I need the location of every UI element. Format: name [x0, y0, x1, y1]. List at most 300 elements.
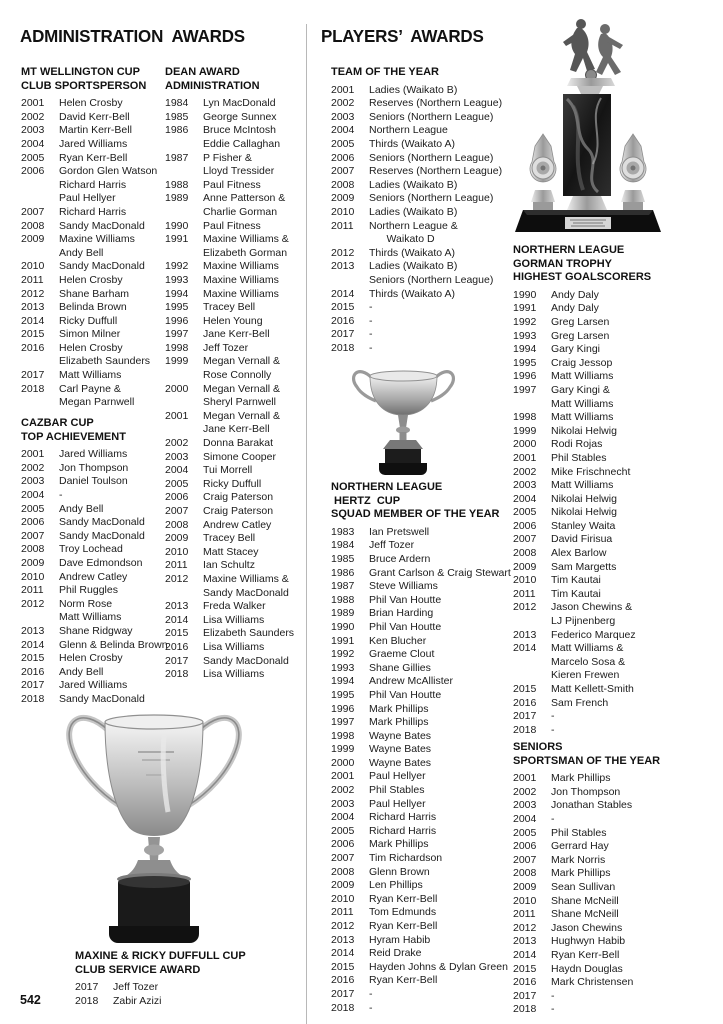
award-team-of-the-year	[331, 66, 517, 355]
entry-year: 2010	[331, 205, 355, 218]
entry-winner: Belinda Brown	[59, 301, 127, 314]
award-entry-line	[331, 165, 517, 179]
hertz-cup-photo	[346, 356, 461, 478]
entry-year: 2006	[21, 516, 45, 529]
entry-winner: Seniors (Northern League)	[369, 273, 494, 286]
award-cazbar-cup	[21, 417, 166, 706]
award-entry-line	[513, 343, 718, 357]
award-entry-line	[513, 425, 718, 439]
entry-year: 2004	[513, 812, 537, 825]
entry-winner: Zabir Azizi	[113, 994, 162, 1007]
entry-winner: Seniors (Northern League)	[369, 192, 494, 205]
entry-winner: Matt Williams	[551, 479, 614, 492]
entry-year: 2015	[331, 960, 355, 973]
award-entry-line	[513, 813, 718, 827]
entry-year: 2002	[331, 97, 355, 110]
entry-winner: Matt Williams &	[551, 642, 624, 655]
entry-winner: Lyn MacDonald	[203, 97, 276, 110]
entry-winner: Maxine Williams	[203, 260, 279, 273]
entry-year: 2008	[331, 865, 355, 878]
entry-winner: Alex Barlow	[551, 547, 607, 560]
entry-winner: Hughwyn Habib	[551, 935, 626, 948]
entry-year: 2009	[513, 880, 537, 893]
award-entry-line	[21, 448, 166, 462]
entry-year: 2003	[165, 450, 189, 463]
entry-winner: -	[369, 1001, 373, 1014]
award-entry-line	[513, 479, 718, 493]
award-entry-line	[331, 852, 517, 866]
entry-year: 2004	[331, 124, 355, 137]
entry-year: 2007	[21, 205, 45, 218]
entry-winner: Paul Hellyer	[369, 770, 426, 783]
entry-winner: Maxine Williams	[203, 287, 279, 300]
award-entry-line	[331, 539, 517, 553]
entry-year: 2014	[513, 642, 537, 655]
award-entry-line	[165, 124, 323, 138]
award-entry-line	[165, 451, 323, 465]
entry-year: 2003	[331, 110, 355, 123]
award-entry-line	[165, 614, 323, 628]
entry-year: 2016	[21, 341, 45, 354]
entry-year: 2018	[75, 994, 99, 1007]
entry-year: 1988	[165, 178, 189, 191]
award-entry-line	[165, 587, 323, 601]
entry-winner: Nikolai Helwig	[551, 424, 617, 437]
award-entry-line	[331, 906, 517, 920]
entry-winner: Ian Schultz	[203, 559, 255, 572]
award-entry-line	[513, 976, 718, 990]
award-title: MAXINE & RICKY DUFFULL CUP CLUB SERVICE AWARD	[75, 950, 246, 976]
entry-winner: Freda Walker	[203, 600, 266, 613]
entry-year: 2005	[513, 826, 537, 839]
award-entry-line	[165, 559, 323, 573]
entry-winner: Matt Williams	[59, 369, 122, 382]
entry-year	[513, 398, 551, 412]
entry-year: 2018	[21, 692, 45, 705]
award-entry-line	[21, 301, 166, 315]
award-entry-line	[165, 532, 323, 546]
entry-winner: Ian Pretswell	[369, 525, 430, 538]
entry-winner: Mike Frischnecht	[551, 465, 631, 478]
entry-winner: Mark Phillips	[369, 702, 429, 715]
award-entry-line	[165, 328, 323, 342]
entry-winner: P Fisher &	[203, 151, 252, 164]
award-entry-line	[21, 652, 166, 666]
award-entry-line	[513, 827, 718, 841]
award-entry-line	[21, 383, 166, 397]
entry-winner: Glenn Brown	[369, 865, 430, 878]
award-entry-line	[165, 355, 323, 369]
entry-winner: Greg Larsen	[551, 315, 610, 328]
award-entry-line	[513, 533, 718, 547]
award-entry-line	[21, 557, 166, 571]
award-entry-line	[21, 233, 166, 247]
entry-year: 2011	[21, 584, 44, 597]
award-entry-line	[331, 152, 517, 166]
award-entry-line	[331, 716, 517, 730]
entry-year: 2000	[331, 756, 355, 769]
award-entry-line	[165, 342, 323, 356]
award-entry-line	[331, 798, 517, 812]
entry-year: 2002	[331, 784, 355, 797]
entry-year: 2003	[331, 797, 355, 810]
entry-year: 2007	[513, 853, 537, 866]
entry-year: 2006	[331, 838, 355, 851]
entry-winner: Mark Phillips	[369, 838, 429, 851]
entry-winner: Matt Williams	[551, 411, 614, 424]
entry-year: 1999	[513, 424, 537, 437]
entry-year: 2009	[331, 879, 355, 892]
entry-winner: Sandy MacDonald	[59, 529, 145, 542]
award-entry-line	[21, 584, 166, 598]
entry-winner: Eddie Callaghan	[203, 137, 281, 150]
award-entry-line	[165, 505, 323, 519]
award-entry-line	[513, 881, 718, 895]
entry-year: 2004	[165, 464, 189, 477]
entry-year: 2004	[513, 492, 537, 505]
award-entry-line	[513, 316, 718, 330]
entry-winner: Jonathan Stables	[551, 799, 633, 812]
entry-winner: -	[369, 328, 373, 341]
entry-year: 1986	[165, 124, 189, 137]
award-entry-line	[331, 1002, 517, 1016]
entry-year	[165, 369, 203, 383]
entry-year: 2006	[331, 151, 355, 164]
award-entry-line	[331, 784, 517, 798]
award-entry-line	[331, 743, 517, 757]
entry-year: 2002	[21, 461, 45, 474]
entry-winner: -	[551, 710, 555, 723]
award-entry-line	[21, 165, 166, 179]
soccer-players-trophy-graphic	[513, 14, 663, 236]
entry-winner: David Kerr-Bell	[59, 110, 130, 123]
award-entry-line	[331, 974, 517, 988]
award-dean-award	[165, 66, 323, 682]
award-entry-line	[21, 571, 166, 585]
entry-winner: Hayden Johns & Dylan Green	[369, 960, 508, 973]
award-entry-line	[165, 519, 323, 533]
entry-winner: Shane Ridgway	[59, 624, 133, 637]
entry-year: 2016	[513, 976, 537, 989]
entry-winner: Len Phillips	[369, 879, 423, 892]
award-entry-line	[331, 757, 517, 771]
entry-year: 2017	[513, 989, 537, 1002]
entry-year: 2018	[331, 341, 355, 354]
entry-winner: -	[369, 301, 373, 314]
entry-year: 2015	[21, 328, 45, 341]
entry-year: 2008	[21, 543, 45, 556]
entry-year: 2001	[165, 409, 189, 422]
entry-year: 2009	[21, 556, 45, 569]
award-entry-line	[331, 689, 517, 703]
award-entry-line	[513, 398, 718, 412]
award-entry-line	[513, 683, 718, 697]
award-entry-line	[165, 260, 323, 274]
entry-year: 2000	[165, 382, 189, 395]
entry-year: 1994	[513, 343, 537, 356]
entry-winner: Ricky Duffull	[203, 477, 262, 490]
entry-year: 2018	[513, 723, 537, 736]
award-entry-line	[21, 288, 166, 302]
entry-year: 1995	[513, 356, 537, 369]
entry-winner: Dave Edmondson	[59, 556, 143, 569]
award-entry-line	[331, 138, 517, 152]
entry-year: 2011	[513, 587, 536, 600]
award-entry-line	[513, 724, 718, 738]
entry-winner: Jon Thompson	[59, 461, 129, 474]
award-entry-line	[513, 786, 718, 800]
entry-year: 1994	[165, 287, 189, 300]
award-entry-line	[331, 961, 517, 975]
hertz-cup-graphic	[346, 356, 461, 478]
entry-year: 1995	[165, 301, 189, 314]
award-entry-line	[165, 383, 323, 397]
award-entry-line	[331, 288, 517, 302]
award-entry-line	[513, 466, 718, 480]
award-entry-line	[21, 315, 166, 329]
entry-winner: Thirds (Waikato A)	[369, 137, 455, 150]
award-entry-line	[513, 854, 718, 868]
award-entry-line	[21, 475, 166, 489]
entry-year: 1993	[513, 329, 537, 342]
entry-winner: Tim Richardson	[369, 852, 443, 865]
entry-year: 1998	[331, 729, 355, 742]
entry-year: 2014	[513, 948, 537, 961]
entry-winner: Stanley Waita	[551, 519, 616, 532]
entry-winner: -	[369, 314, 373, 327]
award-entry-line	[331, 274, 517, 288]
entry-winner: Jeff Tozer	[369, 539, 415, 552]
entry-year	[21, 247, 59, 261]
entry-winner: Sandy MacDonald	[203, 586, 289, 599]
award-entry-line	[513, 438, 718, 452]
award-entry-line	[513, 629, 718, 643]
entry-year: 2018	[21, 382, 45, 395]
entry-winner: -	[59, 488, 63, 501]
entry-year	[165, 165, 203, 179]
entry-year: 2010	[165, 545, 189, 558]
entry-year: 2014	[21, 638, 45, 651]
entry-winner: Sandy MacDonald	[59, 219, 145, 232]
entry-winner: Richard Harris	[369, 824, 437, 837]
entry-winner: Andrew McAllister	[369, 675, 454, 688]
award-entry-line	[75, 995, 305, 1009]
entry-year: 1987	[331, 580, 355, 593]
entry-year: 2017	[21, 679, 45, 692]
award-entry-line	[513, 601, 718, 615]
entry-year: 1990	[513, 288, 537, 301]
award-entry-line	[21, 543, 166, 557]
entry-year: 2016	[513, 696, 537, 709]
entry-winner: Shane Barham	[59, 287, 130, 300]
entry-year: 2006	[21, 165, 45, 178]
entry-winner: Sam Margetts	[551, 560, 617, 573]
award-entry-line	[331, 838, 517, 852]
entry-winner: Maxine Williams	[203, 273, 279, 286]
entry-winner: Tim Kautai	[551, 574, 601, 587]
award-entry-line	[513, 867, 718, 881]
award-entry-line	[331, 730, 517, 744]
entry-year	[513, 656, 551, 670]
award-entry-line	[165, 464, 323, 478]
entry-year: 2002	[513, 785, 537, 798]
entry-year: 1997	[331, 716, 355, 729]
entry-year: 1983	[331, 525, 355, 538]
entry-winner: Jason Chewins &	[551, 601, 633, 614]
entry-year: 2007	[331, 852, 355, 865]
entry-winner: Phil Van Houtte	[369, 620, 442, 633]
award-entry-line	[165, 315, 323, 329]
award-entry-line	[21, 462, 166, 476]
award-entry-line	[165, 573, 323, 587]
entry-year: 1999	[165, 355, 189, 368]
award-entry-line	[21, 179, 166, 193]
award-entry-line	[331, 920, 517, 934]
entry-winner: Craig Jessop	[551, 356, 613, 369]
award-entry-line	[331, 124, 517, 138]
award-entry-line	[513, 506, 718, 520]
entry-winner: Northern League &	[369, 219, 458, 232]
award-title: TEAM OF THE YEAR	[331, 66, 439, 78]
entry-year	[513, 615, 551, 629]
entry-winner: Wayne Bates	[369, 729, 432, 742]
award-entry-line	[21, 355, 166, 369]
entry-winner: Maxine Williams &	[203, 233, 289, 246]
entry-winner: Sandy MacDonald	[59, 692, 145, 705]
entry-winner: Mark Norris	[551, 853, 606, 866]
award-entry-line	[513, 411, 718, 425]
entry-winner: Wayne Bates	[369, 756, 432, 769]
entry-year: 2003	[513, 799, 537, 812]
entry-year: 2009	[165, 532, 189, 545]
entry-winner: Maxine Williams	[59, 233, 135, 246]
award-entry-line	[513, 574, 718, 588]
entry-year: 2011	[513, 908, 536, 921]
entry-winner: Tracey Bell	[203, 301, 256, 314]
entry-winner: Northern League	[369, 124, 448, 137]
entry-year: 2008	[513, 547, 537, 560]
entry-winner: Jon Thompson	[551, 785, 621, 798]
entry-year	[165, 247, 203, 261]
entry-winner: Ladies (Waikato B)	[369, 260, 458, 273]
entry-year: 2005	[165, 477, 189, 490]
entry-year: 2008	[165, 518, 189, 531]
entry-year: 2006	[513, 840, 537, 853]
entry-winner: Jared Williams	[59, 137, 128, 150]
entry-winner: Paul Fitness	[203, 178, 261, 191]
entry-winner: Andy Daly	[551, 288, 599, 301]
entry-winner: Daniel Toulson	[59, 475, 128, 488]
entry-winner: Tui Morrell	[203, 464, 253, 477]
entry-year: 2010	[513, 894, 537, 907]
entry-winner: Gary Kingi &	[551, 383, 610, 396]
award-entry-line	[21, 598, 166, 612]
entry-winner: Ryan Kerr-Bell	[59, 151, 128, 164]
award-entry-line	[331, 247, 517, 261]
award-entry-line	[331, 233, 517, 247]
entry-winner: Troy Lochead	[59, 543, 123, 556]
entry-winner: Shane Gillies	[369, 661, 431, 674]
entry-winner: Steve Williams	[369, 580, 438, 593]
award-entry-line	[513, 370, 718, 384]
entry-winner: Norm Rose	[59, 597, 113, 610]
entry-year: 2010	[21, 570, 45, 583]
players-awards-header: PLAYERS’ AWARDS	[321, 26, 484, 46]
entry-year: 2010	[21, 260, 45, 273]
award-entry-line	[165, 179, 323, 193]
entry-winner: Jeff Tozer	[203, 341, 249, 354]
entry-winner: Mark Christensen	[551, 976, 634, 989]
entry-winner: Anne Patterson &	[203, 192, 286, 205]
award-entry-line	[165, 437, 323, 451]
entry-year: 2009	[513, 560, 537, 573]
entry-year: 2016	[21, 665, 45, 678]
entry-winner: Phil Stables	[551, 826, 607, 839]
entry-winner: Bruce Ardern	[369, 552, 431, 565]
award-entry-line	[331, 703, 517, 717]
entry-winner: Grant Carlson & Craig Stewart	[369, 566, 511, 579]
award-entry-line	[513, 357, 718, 371]
entry-winner: Elizabeth Saunders	[59, 355, 151, 368]
award-entry-line	[513, 697, 718, 711]
entry-year	[165, 587, 203, 601]
entry-winner: Glenn & Belinda Brown	[59, 638, 168, 651]
entry-year: 2015	[513, 962, 537, 975]
entry-year: 2011	[165, 559, 188, 572]
entry-year: 2016	[331, 314, 355, 327]
award-entry-line	[513, 561, 718, 575]
award-duffull-cup	[75, 950, 305, 1008]
entry-year: 2012	[513, 921, 537, 934]
entry-year: 1984	[331, 539, 355, 552]
entry-year: 1991	[165, 233, 189, 246]
award-entry-line	[21, 625, 166, 639]
page-number: 542	[20, 993, 41, 1007]
award-entry-line	[165, 192, 323, 206]
award-entry-line	[331, 893, 517, 907]
award-entry-line	[331, 594, 517, 608]
entry-winner: Richard Harris	[59, 178, 127, 191]
entry-winner: Craig Paterson	[203, 505, 274, 517]
entry-winner: Sean Sullivan	[551, 880, 616, 893]
entry-winner: Brian Harding	[369, 607, 434, 620]
entry-year	[165, 396, 203, 410]
entry-year	[21, 355, 59, 369]
award-entry-line	[21, 124, 166, 138]
entry-year: 2003	[513, 479, 537, 492]
entry-winner: Ken Blucher	[369, 634, 427, 647]
award-entry-line	[513, 963, 718, 977]
entry-winner: Craig Paterson	[203, 491, 274, 504]
entry-winner: Donna Barakat	[203, 437, 274, 450]
award-entry-line	[331, 879, 517, 893]
award-entry-line	[21, 639, 166, 653]
entry-winner: Gerrard Hay	[551, 840, 609, 853]
award-entry-line	[165, 301, 323, 315]
entry-winner: Phil Van Houtte	[369, 593, 442, 606]
entry-winner: Reid Drake	[369, 947, 422, 960]
entry-winner: Maxine Williams &	[203, 572, 289, 585]
award-entry-line	[331, 567, 517, 581]
entry-year: 2013	[513, 628, 537, 641]
award-entry-line	[513, 669, 718, 683]
entry-winner: Reserves (Northern League)	[369, 165, 503, 178]
entry-winner: Paul Hellyer	[369, 797, 426, 810]
entry-year: 2012	[21, 287, 45, 300]
award-entry-line	[165, 369, 323, 383]
entry-winner: Shane McNeill	[551, 894, 619, 907]
entry-year: 1988	[331, 593, 355, 606]
